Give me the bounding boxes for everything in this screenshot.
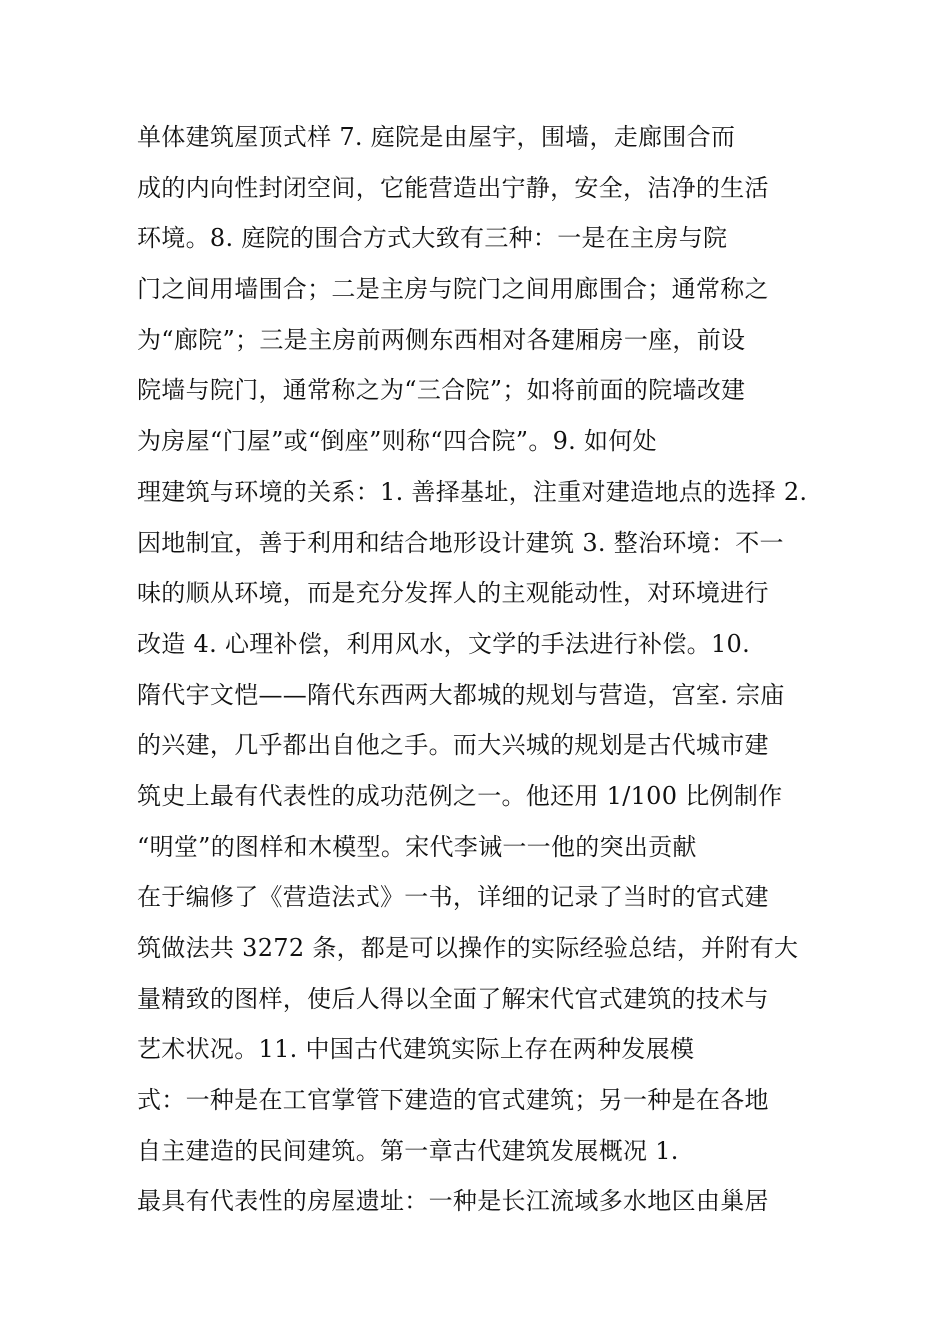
text-line: 隋代宇文恺——隋代东西两大都城的规划与营造，宫室. 宗庙 — [137, 680, 785, 709]
text-line: 筑史上最有代表性的成功范例之一。他还用 1/100 比例制作 — [137, 781, 783, 810]
text-line: 因地制宜，善于利用和结合地形设计建筑 3. 整治环境：不一 — [137, 528, 784, 557]
text-line: 理建筑与环境的关系：1. 善择基址，注重对建造地点的选择 2. — [137, 477, 808, 506]
text-line: 院墙与院门，通常称之为“三合院”；如将前面的院墙改建 — [137, 376, 746, 405]
text-line: 环境。8. 庭院的围合方式大致有三种：一是在主房与院 — [137, 224, 728, 253]
text-line: 成的内向性封闭空间，它能营造出宁静，安全，洁净的生活 — [137, 173, 769, 202]
text-line: “明堂”的图样和木模型。宋代李诫一一他的突出贡献 — [137, 832, 697, 861]
text-line: 的兴建，几乎都出自他之手。而大兴城的规划是古代城市建 — [137, 731, 769, 760]
text-line: 艺术状况。11. 中国古代建筑实际上存在两种发展模 — [137, 1035, 695, 1064]
text-line: 量精致的图样，使后人得以全面了解宋代官式建筑的技术与 — [137, 984, 769, 1013]
text-line: 改造 4. 心理补偿，利用风水，文学的手法进行补偿。10. — [137, 629, 751, 658]
document-body — [137, 112, 837, 1227]
text-line: 筑做法共 3272 条，都是可以操作的实际经验总结，并附有大 — [137, 934, 799, 962]
text-line: 式：一种是在工官掌管下建造的官式建筑；另一种是在各地 — [137, 1086, 769, 1115]
text-line: 单体建筑屋顶式样 7. 庭院是由屋宇，围墙，走廊围合而 — [137, 123, 736, 151]
text-line: 在于编修了《营造法式》一书，详细的记录了当时的官式建 — [137, 883, 769, 912]
text-line: 最具有代表性的房屋遗址：一种是长江流域多水地区由巢居 — [137, 1187, 769, 1216]
text-line: 为房屋“门屋”或“倒座”则称“四合院”。9. 如何处 — [137, 427, 657, 456]
text-line: 自主建造的民间建筑。第一章古代建筑发展概况 1. — [137, 1136, 679, 1165]
text-line: 为“廊院”；三是主房前两侧东西相对各建厢房一座，前设 — [137, 325, 746, 354]
text-line: 门之间用墙围合；二是主房与院门之间用廊围合；通常称之 — [137, 275, 769, 304]
text-line: 味的顺从环境，而是充分发挥人的主观能动性，对环境进行 — [137, 579, 769, 608]
